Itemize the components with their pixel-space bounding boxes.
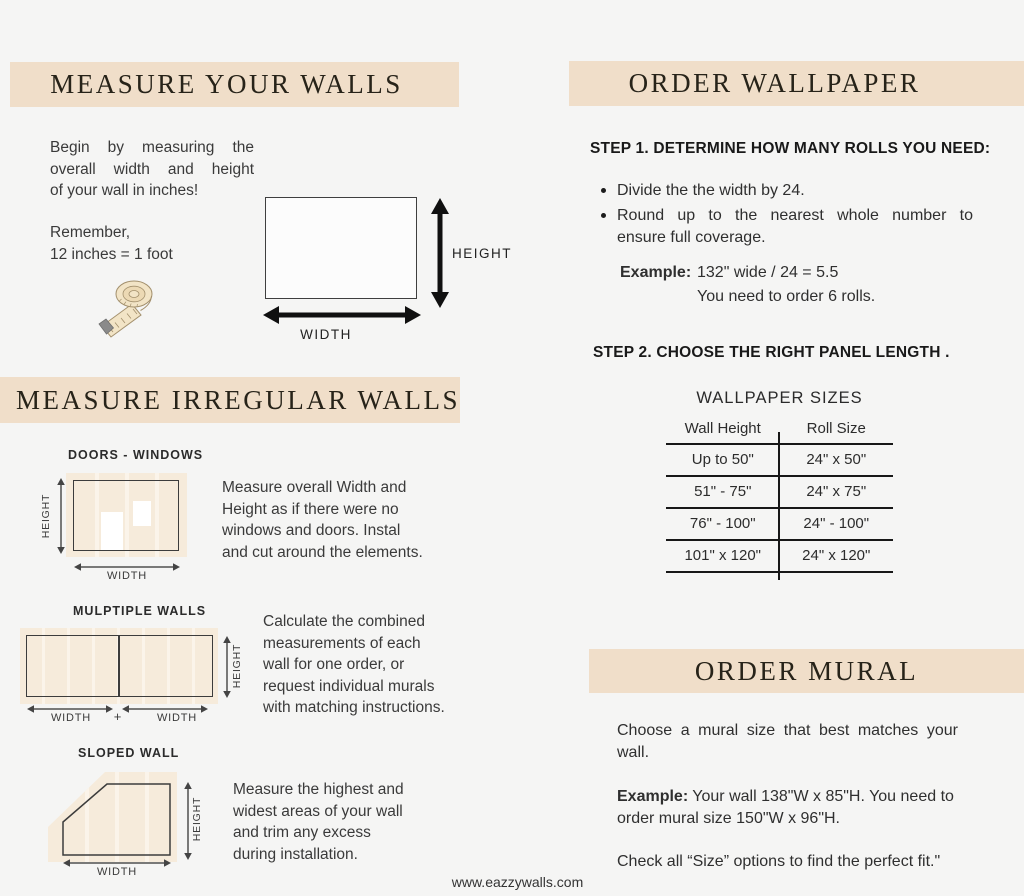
example-line: You need to order 6 rolls.: [697, 288, 876, 305]
doors-windows-wall-outline: [73, 480, 179, 551]
text-line: Height as if there were no: [222, 500, 399, 518]
multiple-walls-width-label-left: WIDTH: [50, 712, 92, 724]
order-wallpaper-title: ORDER WALLPAPER: [628, 68, 921, 98]
width-arrow: [263, 302, 421, 328]
order-mural-title: ORDER MURAL: [694, 655, 919, 686]
text-line: Measure overall Width and: [222, 479, 407, 496]
bullet-text: Divide the the width by 24.: [617, 182, 805, 199]
wall-height-cell: Up to 50": [691, 451, 754, 468]
text-line: and cut around the elements.: [222, 543, 423, 561]
door-shape: [101, 512, 123, 550]
multiple-walls-text: [263, 611, 463, 719]
sloped-wall-width-label: WIDTH: [96, 866, 138, 878]
step1-heading: STEP 1. DETERMINE HOW MANY ROLLS YOU NEED:: [590, 140, 991, 157]
wall-rectangle-diagram: [265, 197, 417, 299]
rolls-example: [620, 261, 875, 309]
text-line: windows and doors. Instal: [222, 522, 401, 539]
bullet-item: [601, 205, 973, 249]
bullet-icon: [601, 188, 606, 193]
mural-line: wall.: [617, 744, 650, 761]
column-header-roll-size: Roll Size: [806, 420, 866, 437]
height-label: HEIGHT: [452, 246, 513, 261]
roll-size-cell: 24" x 75": [806, 483, 867, 500]
measure-walls-title: MEASURE YOUR WALLS: [50, 69, 403, 99]
roll-size-cell: 24" x 120": [802, 547, 871, 564]
text-line: measurements of each: [263, 634, 421, 652]
step2-heading: STEP 2. CHOOSE THE RIGHT PANEL LENGTH .: [593, 344, 950, 361]
width-label: WIDTH: [300, 327, 352, 342]
wall-divider-line: [118, 635, 120, 697]
text-line: and trim any excess: [233, 824, 371, 841]
banner-order-wallpaper: [569, 61, 1024, 106]
sloped-wall-diagram: [48, 771, 178, 863]
multiple-walls-height-label: HEIGHT: [231, 643, 243, 689]
text-line: Measure the highest and: [233, 781, 404, 798]
multiple-walls-width-label-right: WIDTH: [156, 712, 198, 724]
mural-line: Choose a mural size that best matches your: [617, 722, 958, 739]
remember-line: 12 inches = 1 foot: [50, 245, 173, 263]
bullet-icon: [601, 213, 606, 218]
example-text: order mural size 150"W x 96"H.: [617, 810, 840, 827]
tape-measure-icon: [94, 276, 166, 340]
example-text: Your wall 138"W x 85"H. You need to: [692, 788, 954, 805]
doors-windows-width-label: WIDTH: [106, 570, 148, 582]
website-url: www.eazzywalls.com: [451, 874, 584, 890]
remember-line: Remember,: [50, 224, 131, 241]
doors-windows-text: [222, 477, 437, 563]
window-shape: [133, 501, 151, 526]
height-arrow: [427, 198, 453, 308]
banner-measure-irregular: [0, 377, 460, 423]
banner-measure-walls: [10, 62, 459, 107]
height-arrow-small: [55, 478, 67, 554]
mural-size-note: Check all “Size” options to find the perfect fit.": [617, 853, 941, 870]
text-line: with matching instructions.: [263, 699, 445, 716]
plus-sign: +: [113, 709, 123, 724]
example-label: Example:: [620, 264, 692, 281]
text-line: during installation.: [233, 845, 358, 863]
wallpaper-sizes-title: WALLPAPER SIZES: [696, 389, 863, 407]
roll-size-cell: 24" x 50": [806, 451, 867, 468]
sloped-wall-text: [233, 779, 448, 865]
mural-paragraph: [617, 720, 958, 764]
multiple-walls-heading: MULPTIPLE WALLS: [73, 604, 207, 618]
example-line: 132" wide / 24 = 5.5: [697, 264, 839, 281]
bullet-item: [601, 180, 973, 202]
column-header-wall-height: Wall Height: [684, 420, 761, 437]
text-line: widest areas of your wall: [233, 802, 403, 820]
text-line: wall for one order, or: [263, 656, 405, 673]
intro-line: overall width and height: [50, 160, 254, 178]
table-column-divider: [778, 432, 780, 580]
wall-height-cell: 101" x 120": [684, 547, 762, 564]
step1-bullets: [601, 180, 973, 252]
mural-example: [617, 786, 965, 830]
intro-line: Begin by measuring the: [50, 139, 254, 156]
wallpaper-sizes-table: [666, 419, 893, 573]
example-label: Example:: [617, 788, 689, 805]
banner-order-mural: [589, 649, 1024, 693]
remember-note: [50, 222, 254, 265]
measure-intro-paragraph: [50, 137, 254, 202]
measure-irregular-title: MEASURE IRREGULAR WALLS: [15, 384, 461, 415]
intro-line: of your wall in inches!: [50, 182, 199, 199]
text-line: Calculate the combined: [263, 613, 425, 630]
bullet-text: Round up to the nearest whole number to: [617, 207, 973, 224]
sloped-wall-height-label: HEIGHT: [191, 796, 203, 842]
wall-height-cell: 51" - 75": [694, 483, 752, 500]
sloped-wall-heading: SLOPED WALL: [78, 746, 180, 760]
doors-windows-heading: DOORS - WINDOWS: [68, 448, 204, 462]
roll-size-cell: 24" - 100": [803, 515, 870, 532]
doors-windows-height-label: HEIGHT: [40, 493, 52, 539]
wall-height-cell: 76" - 100": [689, 515, 756, 532]
text-line: request individual murals: [263, 677, 435, 695]
bullet-text: ensure full coverage.: [617, 229, 766, 246]
